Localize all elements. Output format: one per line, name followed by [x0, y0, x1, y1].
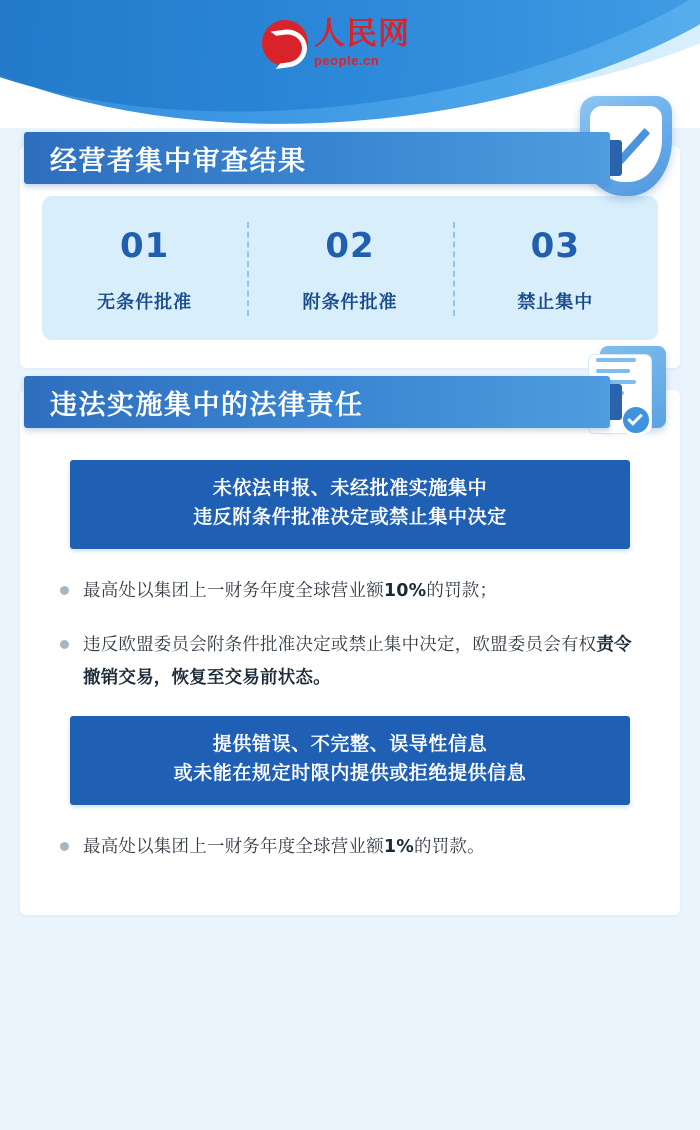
bullet-dot-icon — [60, 842, 69, 851]
logo-title-en: people.cn — [314, 53, 380, 68]
result-label: 附条件批准 — [302, 292, 398, 313]
logo-text — [314, 16, 410, 68]
text-pre: 最高处以集团上一财务年度全球营业额 — [83, 580, 384, 601]
list-item — [52, 629, 648, 694]
section-title-legal-liability: 违法实施集中的法律责任 — [24, 376, 610, 428]
result-number: 03 — [530, 226, 580, 266]
result-number: 02 — [325, 226, 375, 266]
result-item-03 — [453, 226, 658, 314]
section-title-review-results: 经营者集中审查结果 — [24, 132, 610, 184]
logo-title-cn: 人民网 — [314, 16, 410, 52]
text-pre: 最高处以集团上一财务年度全球营业额 — [83, 836, 384, 857]
legal-liability-body — [20, 442, 680, 915]
result-label: 无条件批准 — [97, 292, 193, 313]
text-strong: 1% — [383, 836, 415, 857]
bullet-dot-icon — [60, 640, 69, 649]
result-item-01 — [42, 226, 247, 314]
list-item — [52, 831, 648, 863]
list-item — [52, 575, 648, 607]
people-cn-logo-icon — [262, 20, 308, 66]
result-label: 禁止集中 — [517, 292, 594, 313]
results-card-wrap — [20, 196, 680, 368]
text-pre: 违反欧盟委员会附条件批准决定或禁止集中决定，欧盟委员会有权 — [83, 635, 597, 656]
banner-violation-types-2 — [70, 716, 630, 805]
list-item-text — [83, 831, 485, 863]
section-review-results — [20, 146, 680, 368]
list-item-text — [83, 629, 648, 694]
banner-line: 提供错误、不完整、误导性信息 — [212, 733, 488, 755]
text-post: 的罚款； — [426, 580, 498, 601]
result-number: 01 — [120, 226, 170, 266]
result-item-02 — [247, 226, 452, 314]
text-post: 的罚款。 — [414, 836, 485, 857]
section-legal-liability — [20, 390, 680, 915]
text-strong: 10% — [383, 580, 427, 601]
bullet-dot-icon — [60, 586, 69, 595]
banner-violation-types-1 — [70, 460, 630, 549]
people-cn-logo[interactable] — [262, 12, 442, 74]
text-strong: 责令撤销交易，恢复至交易前状态。 — [83, 635, 632, 688]
list-item-text — [83, 575, 497, 607]
banner-line: 违反附条件批准决定或禁止集中决定 — [193, 506, 507, 529]
banner-line: 未依法申报、未经批准实施集中 — [212, 477, 488, 499]
page-body — [0, 146, 700, 955]
results-card — [42, 196, 658, 340]
banner-line: 或未能在规定时限内提供或拒绝提供信息 — [173, 762, 527, 785]
